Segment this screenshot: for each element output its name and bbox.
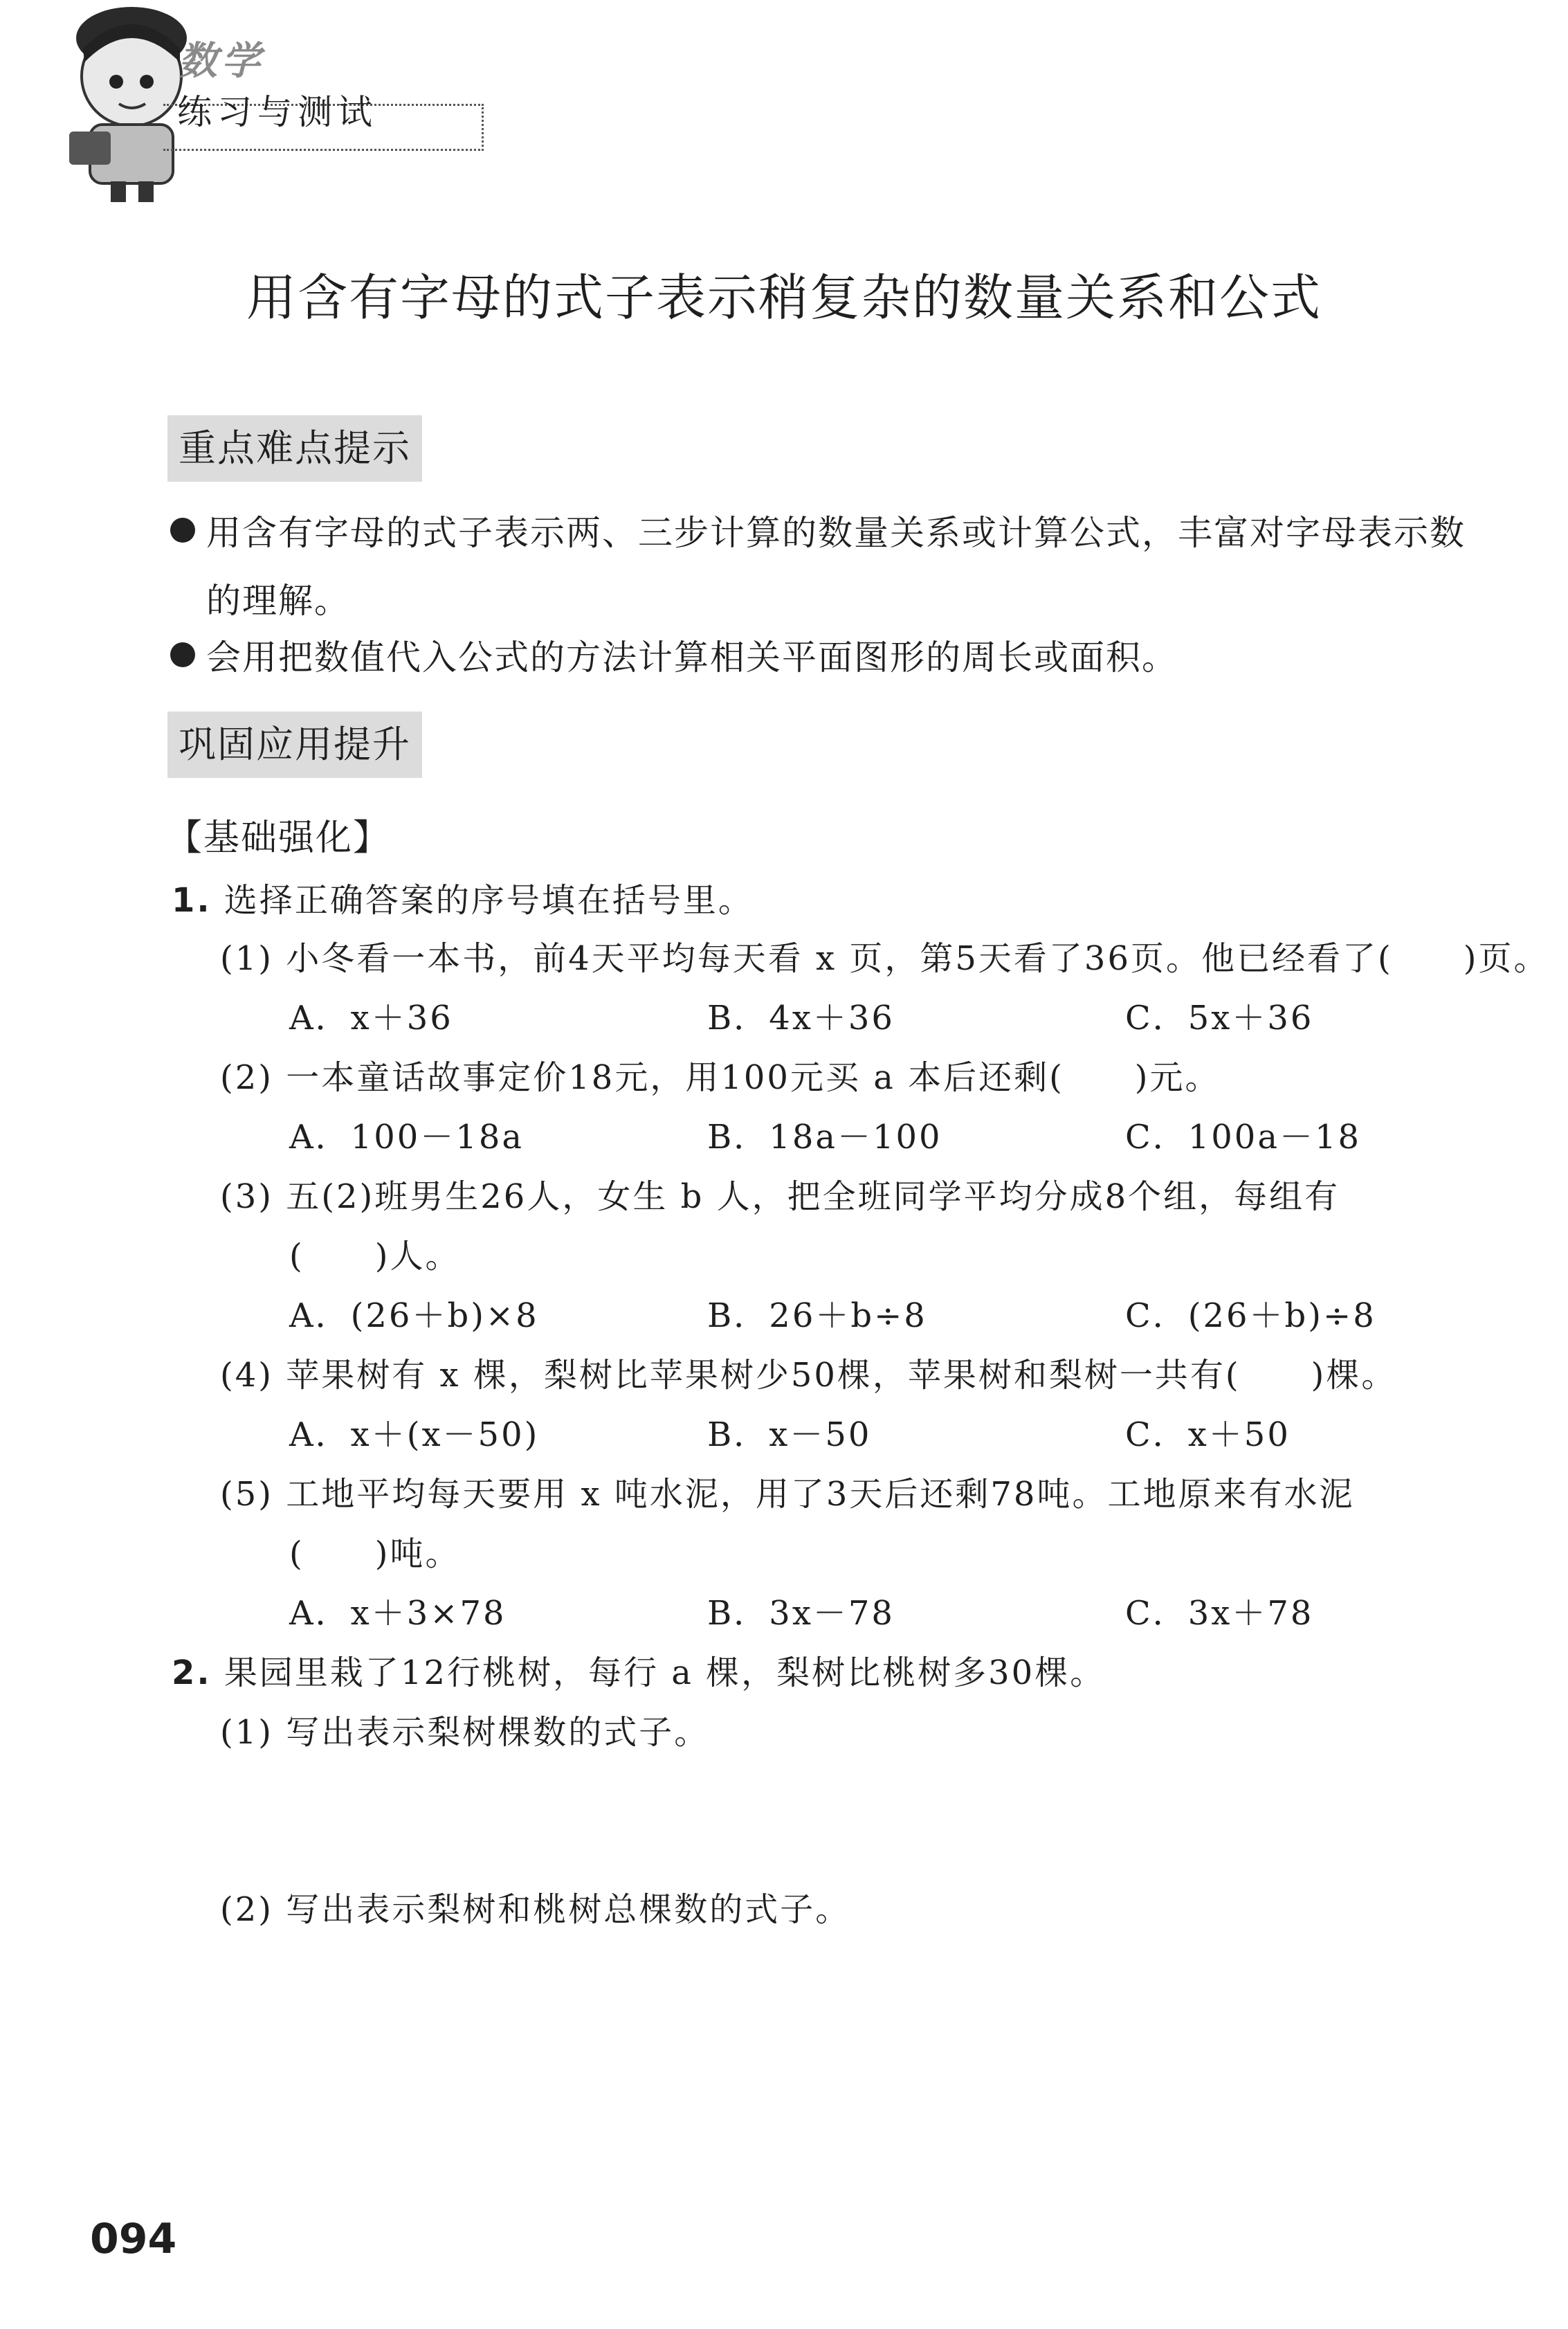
q1-item-2-option-b: B．18a－100 (707, 1118, 942, 1157)
subheading-basic: 【基础强化】 (166, 817, 391, 859)
q1-item-5-text-line-2: ( )吨。 (289, 1534, 461, 1573)
q1-item-5-option-a: A．x＋3×78 (289, 1594, 507, 1633)
header-subject: 数学 (179, 39, 264, 84)
question-1-number: 1. (172, 881, 212, 920)
bullet-1-line-2: 的理解。 (206, 581, 350, 621)
bullet-2-line-1: 会用把数值代入公式的方法计算相关平面图形的周长或面积。 (206, 637, 1178, 678)
question-2-number: 2. (172, 1653, 212, 1692)
q2-sub-1: (1) 写出表示梨树棵数的式子。 (220, 1713, 710, 1752)
section-heading-practice: 巩固应用提升 (167, 712, 422, 778)
q1-item-4-text: (4) 苹果树有 x 棵，梨树比苹果树少50棵，苹果树和梨树一共有( )棵。 (220, 1356, 1397, 1395)
question-2 (172, 1646, 1105, 1694)
q1-item-2-option-a: A．100－18a (289, 1118, 524, 1157)
q1-item-1-option-a: A．x＋36 (289, 999, 453, 1037)
q1-item-3-option-c: C．(26＋b)÷8 (1125, 1296, 1376, 1335)
q1-item-2-text: (2) 一本童话故事定价18元，用100元买 a 本后还剩( )元。 (220, 1058, 1221, 1097)
q1-item-3-option-b: B．26＋b÷8 (707, 1296, 927, 1335)
q1-item-5-option-b: B．3x－78 (707, 1594, 895, 1633)
question-1 (172, 873, 754, 921)
q1-item-3-text-line-2: ( )人。 (289, 1237, 461, 1276)
q1-item-1-option-c: C．5x＋36 (1125, 999, 1314, 1037)
q1-item-3-text-line-1: (3) 五(2)班男生26人，女生 b 人，把全班同学平均分成8个组，每组有 (220, 1177, 1340, 1216)
page-title: 用含有字母的式子表示稍复杂的数量关系和公式 (246, 269, 1322, 327)
q1-item-3-option-a: A．(26＋b)×8 (289, 1296, 539, 1335)
page-number: 094 (90, 2215, 177, 2263)
q1-item-5-option-c: C．3x＋78 (1125, 1594, 1314, 1633)
question-2-text: 果园里栽了12行桃树，每行 a 棵，梨树比桃树多30棵。 (224, 1653, 1106, 1692)
q1-item-4-option-c: C．x＋50 (1125, 1415, 1291, 1454)
header-series: 练习与测试 (177, 92, 378, 132)
q1-item-4-option-b: B．x－50 (707, 1415, 872, 1454)
q1-item-5-text-line-1: (5) 工地平均每天要用 x 吨水泥，用了3天后还剩78吨。工地原来有水泥 (220, 1475, 1355, 1514)
q1-item-2-option-c: C．100a－18 (1125, 1118, 1362, 1157)
q1-item-1-text: (1) 小冬看一本书，前4天平均每天看 x 页，第5天看了36页。他已经看了( )页。 (220, 939, 1549, 978)
bullet-icon (170, 518, 195, 543)
section-heading-key-points: 重点难点提示 (167, 415, 422, 482)
q1-item-4-option-a: A．x＋(x－50) (289, 1415, 540, 1454)
q2-sub-2: (2) 写出表示梨树和桃树总棵数的式子。 (220, 1890, 851, 1929)
bullet-icon (170, 642, 195, 667)
bullet-1-line-1: 用含有字母的式子表示两、三步计算的数量关系或计算公式，丰富对字母表示数 (206, 513, 1466, 553)
question-1-text: 选择正确答案的序号填在括号里。 (224, 881, 754, 920)
q1-item-1-option-b: B．4x＋36 (707, 999, 895, 1037)
